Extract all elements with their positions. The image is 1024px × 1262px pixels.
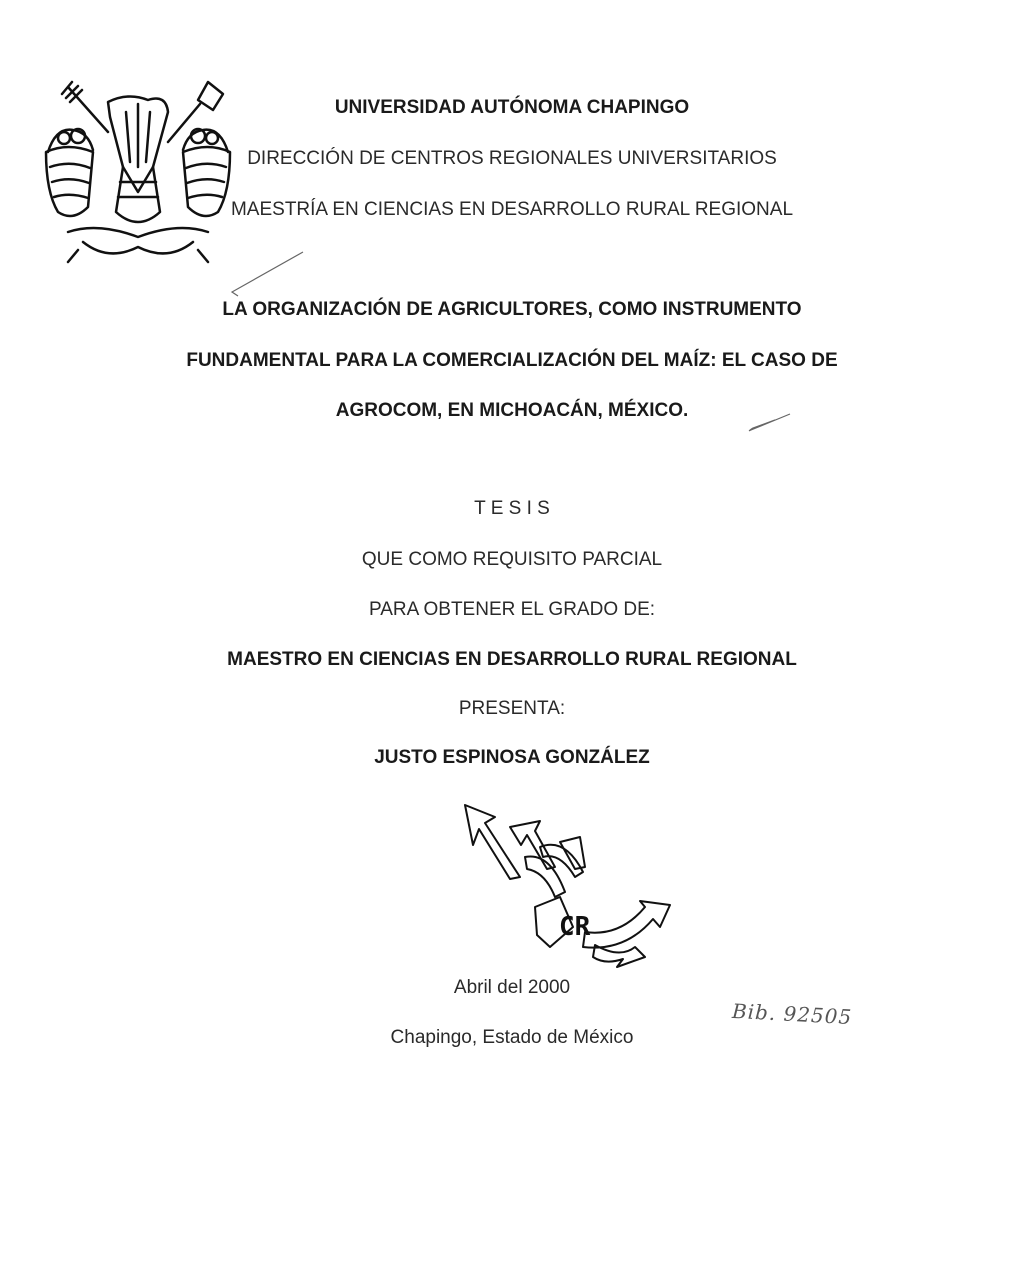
thesis-title-line-1: LA ORGANIZACIÓN DE AGRICULTORES, COMO INSTRUMENTO [222,299,802,320]
requirement-text: QUE COMO REQUISITO PARCIAL [361,549,663,570]
thesis-date: Abril del 2000 [453,977,571,998]
degree-name: MAESTRO EN CIENCIAS EN DESARROLLO RURAL REGIONAL [227,649,797,670]
thesis-title-line-2: FUNDAMENTAL PARA LA COMERCIALIZACIÓN DEL MAÍZ: EL CASO DE [186,350,838,371]
thesis-place: Chapingo, Estado de México [390,1027,634,1048]
presents-label: PRESENTA: [458,698,566,719]
purpose-text: PARA OBTENER EL GRADO DE: [368,599,656,620]
directorate-name: DIRECCIÓN DE CENTROS REGIONALES UNIVERSITARIOS [247,148,777,169]
program-name: MAESTRÍA EN CIENCIAS EN DESARROLLO RURAL REGIONAL [230,199,794,220]
author-name: JUSTO ESPINOSA GONZÁLEZ [374,747,650,768]
document-type: T E S I S [474,498,550,519]
cr-regional-centers-icon [455,797,685,972]
pen-stroke-mark [228,248,308,300]
cr-logo-text: CR [559,912,591,942]
university-name: UNIVERSIDAD AUTÓNOMA CHAPINGO [334,97,690,118]
thesis-title-line-3: AGROCOM, EN MICHOACÁN, MÉXICO. [335,400,689,421]
handwritten-catalog-note: Bib. 92505 [731,998,853,1030]
